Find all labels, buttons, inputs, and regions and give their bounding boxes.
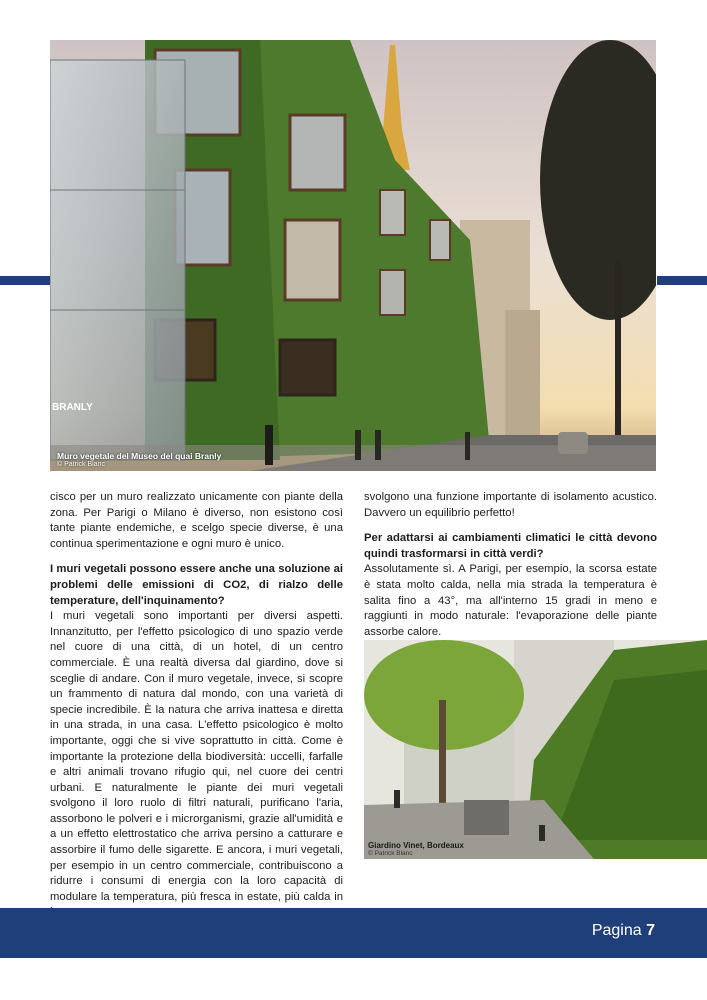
photo-main-credit: © Patrick Blanc bbox=[57, 461, 105, 468]
left-text-column bbox=[50, 490, 343, 921]
page-number: 7 bbox=[646, 922, 655, 939]
left-answer-paragraph: I muri vegetali sono importanti per diversi aspetti. Innanzitutto, per l'effetto psicologico di uno spazio verde nel cuore di una città, di un hotel, di un centro commerciale. È una realtà diversa dal giardino, dove si sceglie di andare. Con il muro vegetale, invece, si scopre un frammento di natura dal mondo, con una varietà di specie incredibile. È la natura che arriva inattesa e diretta in una strada, in una casa. L'effetto psicologico è molto importante, oggi che si vive soprattutto in città. Come è importante la protezione della biodiversità: uccelli, farfalle e altri animali trovano rifugio qui, nel cuore dei centri urbani. E naturalmente le piante dei muri vegetali svolgono il loro ruolo di filtri naturali, purificano l'aria, assorbono le polveri e i microrganismi, grazie all'umidità e a un effetto elettrostatico che arriva persino a catturare e assorbire il fumo delle sigarette. E ancora, i muri vegetali, per esempio in un centro commerciale, contribuiscono a ridurre i consumi di energia con la loro capacità di modulare la temperatura, più fresca in estate, più calda in bbox=[50, 610, 343, 903]
photo-small-credit: © Patrick Blanc bbox=[368, 850, 413, 857]
photo-small-caption-title: Giardino Vinet, Bordeaux bbox=[368, 841, 464, 850]
photo-giardino-vinet bbox=[364, 640, 707, 859]
photo-quai-branly bbox=[50, 40, 656, 471]
photo-small-caption bbox=[368, 841, 464, 857]
photo-quai-branly-illustration bbox=[50, 40, 656, 471]
footer-bar bbox=[0, 908, 707, 958]
page-number-label bbox=[592, 922, 655, 940]
right-accent-bar bbox=[657, 276, 707, 285]
right-continuation-paragraph: svolgono una funzione importante di isolamento acustico. Davvero un equilibrio perfetto! bbox=[364, 491, 657, 519]
right-text-column bbox=[364, 490, 657, 640]
right-answer-paragraph: Assolutamente sì. A Parigi, per esempio, la scorsa estate è stata molto calda, nella mia strada la temperatura è salita fino a 43°, ma all'interno 15 gradi in meno e raggiunti in modo naturale: l'evaporazione delle piante assorbe calore. bbox=[364, 563, 657, 638]
photo-main-caption-title: Muro vegetale del Museo del quai Branly bbox=[57, 451, 222, 461]
left-intro-paragraph: cisco per un muro realizzato unicamente con piante della zona. Per Parigi o Milano è diverso, non esistono così tante piante endemiche, e scelgo specie diverse, è una continua sperimentazione e ogni muro è unico. bbox=[50, 491, 343, 550]
page-word: Pagina bbox=[591, 922, 642, 939]
left-accent-bar bbox=[0, 276, 50, 285]
left-question-heading: I muri vegetali possono essere anche una soluzione ai problemi delle emissioni di CO2, di rialzo delle temperature, dell'inquinamento? bbox=[50, 563, 343, 607]
photo-main-caption bbox=[57, 451, 221, 468]
right-question-heading: Per adattarsi ai cambiamenti climatici le città devono quindi trasformarsi in città verdi? bbox=[364, 532, 657, 560]
branly-sign: BRANLY bbox=[52, 402, 93, 413]
photo-giardino-vinet-illustration bbox=[364, 640, 707, 859]
